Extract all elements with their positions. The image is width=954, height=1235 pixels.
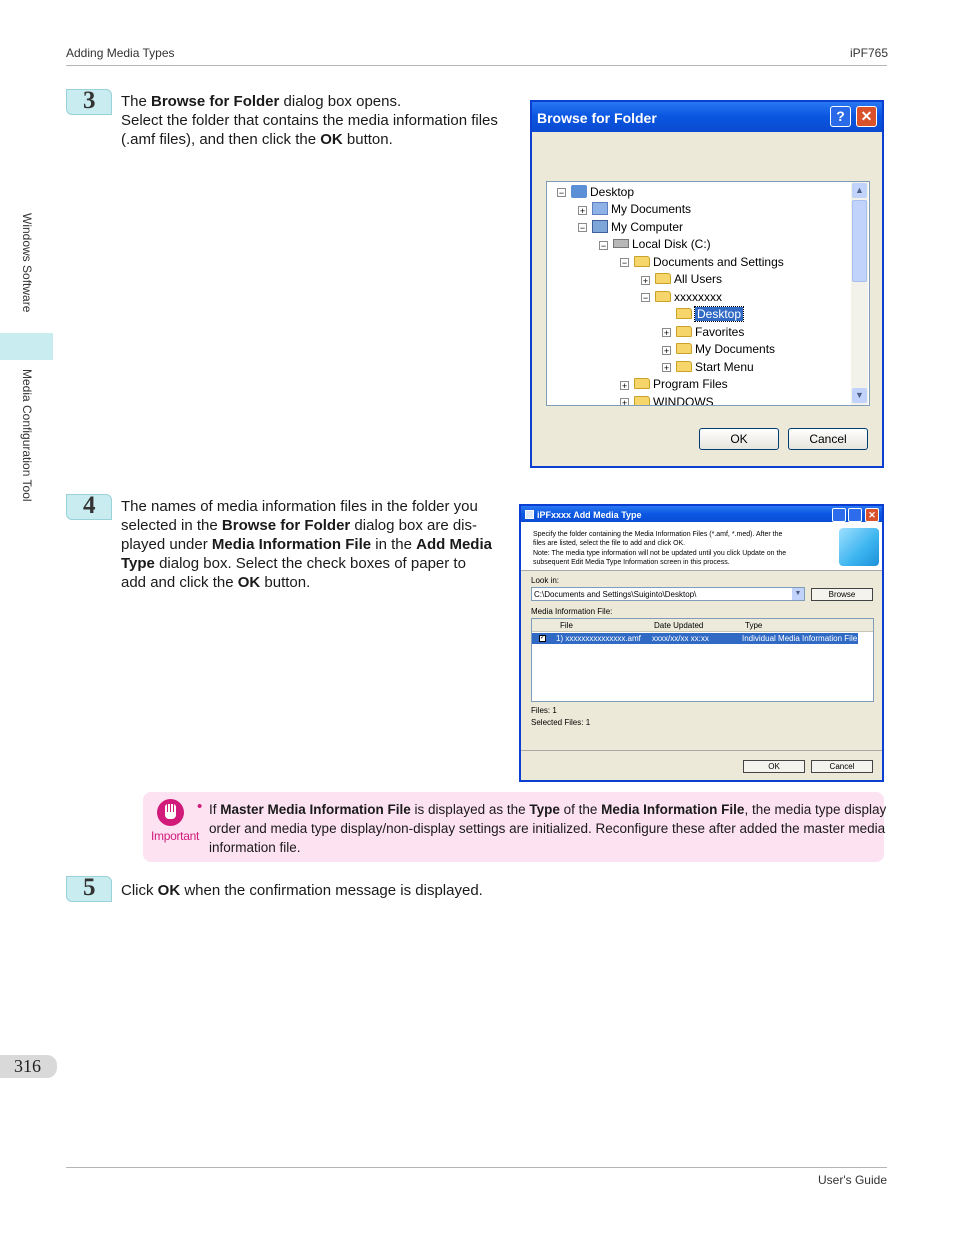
close-button[interactable] bbox=[856, 106, 877, 127]
folder-open-icon bbox=[676, 308, 692, 319]
side-tab-highlight bbox=[0, 333, 53, 360]
folder-tree[interactable] bbox=[546, 181, 870, 406]
step-3-number: 3 bbox=[83, 87, 96, 114]
app-icon bbox=[525, 510, 534, 519]
browse-button[interactable]: Browse bbox=[811, 588, 873, 601]
step-5-number: 5 bbox=[83, 874, 96, 901]
tree-node-my-documents[interactable]: My Documents bbox=[592, 201, 691, 217]
tree-expander[interactable]: + bbox=[579, 206, 586, 216]
tree-expander[interactable]: − bbox=[579, 223, 586, 233]
media-dialog-description-panel: Specify the folder containing the Media Information Files (*.amf, *.med). After the files are listed, select the file to add and click OK. Note: The media type information will not be updated until you click Update on the subsequent Edit Media Type Information screen in this process. bbox=[521, 522, 882, 571]
close-icon: ✕ bbox=[860, 108, 873, 124]
my-documents-icon bbox=[592, 202, 608, 215]
row-checkbox[interactable]: ✓ bbox=[540, 635, 546, 641]
step-3-text: The Browse for Folder dialog box opens. Select the folder that contains the media information files (.amf files), and then click the OK button. bbox=[121, 93, 498, 148]
tree-node-local-disk[interactable]: Local Disk (C:) bbox=[613, 236, 711, 252]
media-stack-icon bbox=[839, 528, 879, 566]
tree-node-favorites[interactable]: Favorites bbox=[676, 324, 744, 340]
step-4-number: 4 bbox=[83, 492, 96, 519]
important-bullet: • bbox=[197, 798, 203, 815]
folder-icon bbox=[634, 256, 650, 267]
footer-guide-name: User's Guide bbox=[818, 1173, 887, 1187]
desktop-icon bbox=[571, 185, 587, 198]
tree-node-program-files[interactable]: Program Files bbox=[634, 376, 728, 392]
button-divider bbox=[521, 750, 882, 751]
column-header-date-updated[interactable]: Date Updated bbox=[654, 621, 704, 630]
tree-node-windows[interactable]: WINDOWS bbox=[634, 394, 714, 406]
page-number: 316 bbox=[14, 1056, 41, 1076]
cancel-button[interactable]: Cancel bbox=[811, 760, 873, 773]
help-button[interactable]: ? bbox=[830, 106, 851, 127]
hard-drive-icon bbox=[613, 239, 629, 248]
files-count: Files: 1 bbox=[531, 706, 557, 715]
scroll-up-button[interactable]: ▲ bbox=[852, 183, 867, 198]
tree-expander[interactable]: + bbox=[642, 276, 649, 286]
folder-icon bbox=[676, 343, 692, 354]
step-5-badge bbox=[66, 876, 112, 902]
tree-node-documents-and-settings[interactable]: Documents and Settings bbox=[634, 254, 784, 270]
media-information-file-label: Media Information File: bbox=[531, 607, 613, 616]
tree-node-desktop[interactable]: Desktop bbox=[571, 184, 634, 200]
page-number-tab bbox=[0, 1055, 57, 1078]
step-5-text: Click OK when the confirmation message is displayed. bbox=[121, 882, 483, 899]
column-header-file[interactable]: File bbox=[560, 621, 573, 630]
ok-button[interactable]: OK bbox=[699, 428, 779, 450]
close-button[interactable] bbox=[865, 508, 879, 522]
tree-node-all-users[interactable]: All Users bbox=[655, 271, 722, 287]
side-tab-media-configuration-tool: Media Configuration Tool bbox=[20, 369, 34, 502]
tree-node-start-menu[interactable]: Start Menu bbox=[676, 359, 754, 375]
tree-expander[interactable]: + bbox=[663, 328, 670, 338]
tree-node-my-documents-user[interactable]: My Documents bbox=[676, 341, 775, 357]
important-label: Important bbox=[151, 829, 199, 843]
folder-icon bbox=[655, 291, 671, 302]
ok-button[interactable]: OK bbox=[743, 760, 805, 773]
step-4-badge bbox=[66, 494, 112, 520]
running-header-left: Adding Media Types bbox=[66, 46, 175, 60]
column-header-type[interactable]: Type bbox=[745, 621, 763, 630]
tree-expander[interactable]: − bbox=[621, 258, 628, 268]
tree-node-desktop-selected[interactable]: Desktop bbox=[676, 306, 743, 322]
browse-dialog-title: Browse for Folder bbox=[537, 110, 657, 126]
minimize-button[interactable] bbox=[832, 508, 846, 522]
side-tab-windows-software: Windows Software bbox=[20, 213, 34, 313]
important-hand-icon bbox=[157, 799, 184, 826]
maximize-button[interactable] bbox=[848, 508, 862, 522]
folder-icon bbox=[655, 273, 671, 284]
header-rule bbox=[66, 65, 887, 66]
cancel-button[interactable]: Cancel bbox=[788, 428, 868, 450]
running-header-right: iPF765 bbox=[849, 46, 888, 60]
tree-expander[interactable]: − bbox=[558, 188, 565, 198]
tree-expander[interactable]: − bbox=[642, 293, 649, 303]
look-in-label: Look in: bbox=[531, 576, 560, 585]
step-3-badge bbox=[66, 89, 112, 115]
folder-icon bbox=[676, 361, 692, 372]
tree-expander[interactable]: + bbox=[663, 346, 670, 356]
tree-expander[interactable]: + bbox=[663, 363, 670, 373]
footer-rule bbox=[66, 1167, 887, 1168]
selected-files-count: Selected Files: 1 bbox=[531, 718, 591, 727]
tree-node-user-folder[interactable]: xxxxxxxx bbox=[655, 289, 722, 305]
media-file-list[interactable] bbox=[531, 618, 874, 702]
browse-for-folder-dialog bbox=[530, 100, 884, 468]
list-header bbox=[532, 619, 873, 632]
folder-icon bbox=[634, 396, 650, 406]
chevron-down-icon[interactable]: ▼ bbox=[792, 588, 804, 600]
scroll-thumb[interactable] bbox=[852, 200, 867, 282]
media-dialog-title: iPFxxxx Add Media Type bbox=[537, 510, 642, 520]
tree-scrollbar[interactable] bbox=[851, 182, 868, 405]
tree-node-my-computer[interactable]: My Computer bbox=[592, 219, 683, 235]
close-icon: ✕ bbox=[868, 510, 876, 520]
my-computer-icon bbox=[592, 220, 608, 233]
tree-expander[interactable]: + bbox=[621, 398, 628, 406]
tree-expander[interactable]: − bbox=[600, 241, 607, 251]
table-row[interactable]: ✓ 1) xxxxxxxxxxxxxxx.amf xxxx/xx/xx xx:xx Individual Media Information File bbox=[532, 633, 858, 644]
scroll-down-button[interactable]: ▼ bbox=[852, 388, 867, 403]
important-note bbox=[143, 792, 887, 862]
tree-expander[interactable]: + bbox=[621, 381, 628, 391]
folder-icon bbox=[676, 326, 692, 337]
step-4-text: The names of media information files in the folder you selected in the Browse for Folder dialog box are dis- played under Media Information File in the Add Media Type dialog box. Select the check boxes of paper to add and click the OK button. bbox=[121, 498, 492, 591]
browse-dialog-titlebar bbox=[532, 102, 882, 132]
important-text: If Master Media Information File is displayed as the Type of the Media Information File, the media type display order and media type display/non-display settings are initialized. Reconfigure these after added the master media information file. bbox=[209, 802, 887, 855]
folder-icon bbox=[634, 378, 650, 389]
add-media-type-dialog bbox=[519, 504, 884, 782]
look-in-dropdown[interactable]: C:\Documents and Settings\Suiginto\Desktop\ ▼ bbox=[531, 587, 805, 601]
